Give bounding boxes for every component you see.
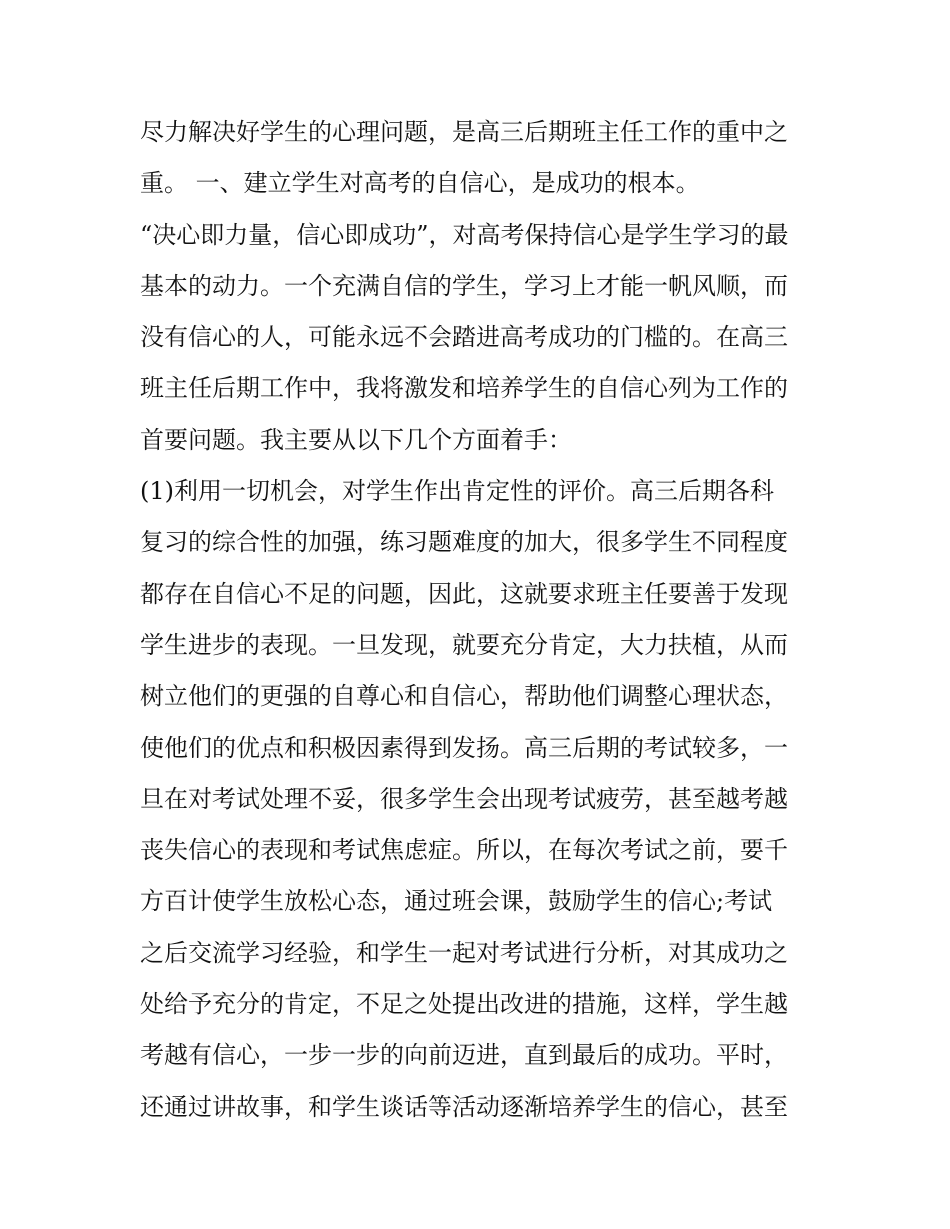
text-line: 考越有信心，一步一步的向前迈进，直到最后的成功。平时， bbox=[140, 1041, 788, 1070]
text-line: 学生进步的表现。一旦发现，就要充分肯定，大力扶植，从而 bbox=[140, 630, 788, 659]
text-line: 旦在对考试处理不妥，很多学生会出现考试疲劳，甚至越考越 bbox=[140, 784, 788, 813]
text-line: 都存在自信心不足的问题，因此，这就要求班主任要善于发现 bbox=[140, 579, 788, 608]
text-line: 丧失信心的表现和考试焦虑症。所以，在每次考试之前，要千 bbox=[140, 836, 788, 865]
text-line: 处给予充分的肯定，不足之处提出改进的措施，这样，学生越 bbox=[140, 990, 788, 1019]
text-line: 之后交流学习经验，和学生一起对考试进行分析，对其成功之 bbox=[140, 938, 788, 967]
text-line: (1)利用一切机会，对学生作出肯定性的评价。高三后期各科 bbox=[140, 477, 774, 506]
text-line: 使他们的优点和积极因素得到发扬。高三后期的考试较多，一 bbox=[140, 733, 788, 762]
text-line: 班主任后期工作中，我将激发和培养学生的自信心列为工作的 bbox=[140, 374, 788, 403]
text-line: “决心即力量，信心即成功”，对高考保持信心是学生学习的最 bbox=[140, 220, 789, 249]
text-line: 尽力解决好学生的心理问题，是高三后期班主任工作的重中之 bbox=[140, 118, 788, 146]
text-line: 还通过讲故事，和学生谈话等活动逐渐培养学生的信心，甚至 bbox=[140, 1092, 788, 1121]
text-line: 没有信心的人，可能永远不会踏进高考成功的门槛的。在高三 bbox=[140, 323, 788, 352]
text-line: 基本的动力。一个充满自信的学生，学习上才能一帆风顺，而 bbox=[140, 271, 788, 300]
text-line: 复习的综合性的加强，练习题难度的加大，很多学生不同程度 bbox=[140, 528, 788, 557]
text-line: 首要问题。我主要从以下几个方面着手： bbox=[140, 425, 572, 454]
text-line: 重。 一、建立学生对高考的自信心，是成功的根本。 bbox=[140, 169, 700, 198]
text-line: 树立他们的更强的自尊心和自信心，帮助他们调整心理状态， bbox=[140, 682, 788, 711]
body-text bbox=[140, 107, 820, 1133]
text-line: 方百计使学生放松心态，通过班会课，鼓励学生的信心;考试 bbox=[140, 887, 773, 916]
